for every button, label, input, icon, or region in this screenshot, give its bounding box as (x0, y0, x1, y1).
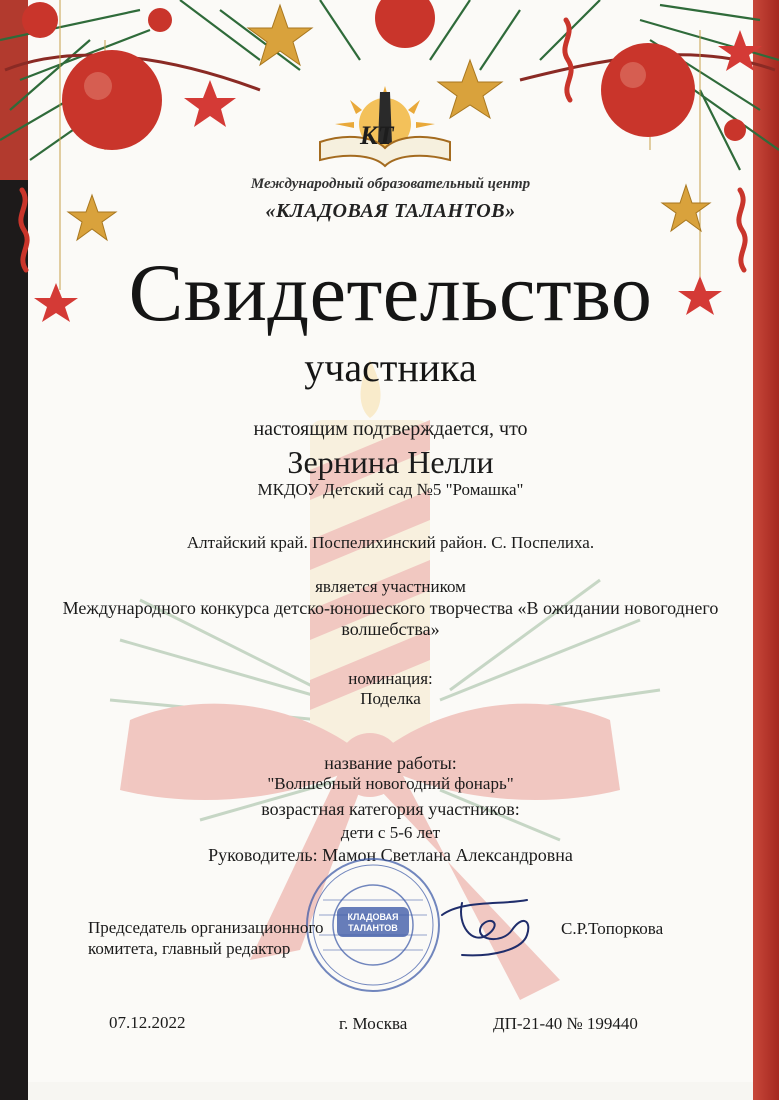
logo-letters: КТ (360, 121, 394, 150)
ornament-right (601, 43, 695, 137)
ornament-top (375, 0, 435, 48)
nomination-label: номинация: (348, 669, 433, 688)
signer-name: С.Р.Топоркова (561, 919, 664, 938)
age-category-value: дети с 5-6 лет (340, 823, 441, 842)
work-title-label: название работы: (324, 753, 457, 773)
ornament-left (62, 50, 162, 150)
official-stamp (303, 855, 443, 995)
certificate-subtitle: участника (304, 345, 477, 390)
organization-name-line2: «КЛАДОВАЯ ТАЛАНТОВ» (265, 200, 516, 222)
contest-name: Международного конкурса детско-юношеского творчества «В ожидании новогоднего волшебства» (62, 598, 719, 639)
region: Алтайский край. Поспелихинский район. С. Поспелиха. (186, 533, 595, 552)
city: г. Москва (339, 1014, 408, 1033)
leader: Руководитель: Мамон Светлана Александровна (208, 845, 573, 865)
certificate-title: Свидетельство (128, 247, 653, 338)
organization-logo (310, 82, 460, 172)
svg-text:КЛАДОВАЯ: КЛАДОВАЯ (347, 912, 399, 922)
participant-name: Зернина Нелли (287, 444, 494, 480)
chairperson-title (88, 917, 323, 959)
signature (432, 885, 552, 965)
chairperson-title-line2: комитета, главный редактор (88, 939, 291, 958)
age-category-label: возрастная категория участников: (261, 799, 520, 819)
svg-text:ТАЛАНТОВ: ТАЛАНТОВ (348, 923, 398, 933)
nomination-value: Поделка (360, 689, 421, 708)
work-title-value: "Волшебный новогодний фонарь" (267, 774, 514, 793)
issue-date: 07.12.2022 (109, 1013, 186, 1032)
institution: МКДОУ Детский сад №5 "Ромашка" (257, 480, 524, 499)
is-participant-text: является участником (315, 577, 466, 596)
chairperson-title-line1: Председатель организационного (88, 918, 324, 937)
organization-name-line1: Международный образовательный центр (250, 176, 531, 192)
confirm-text: настоящим подтверждается, что (253, 418, 528, 440)
document-number: ДП-21-40 № 199440 (493, 1014, 638, 1033)
